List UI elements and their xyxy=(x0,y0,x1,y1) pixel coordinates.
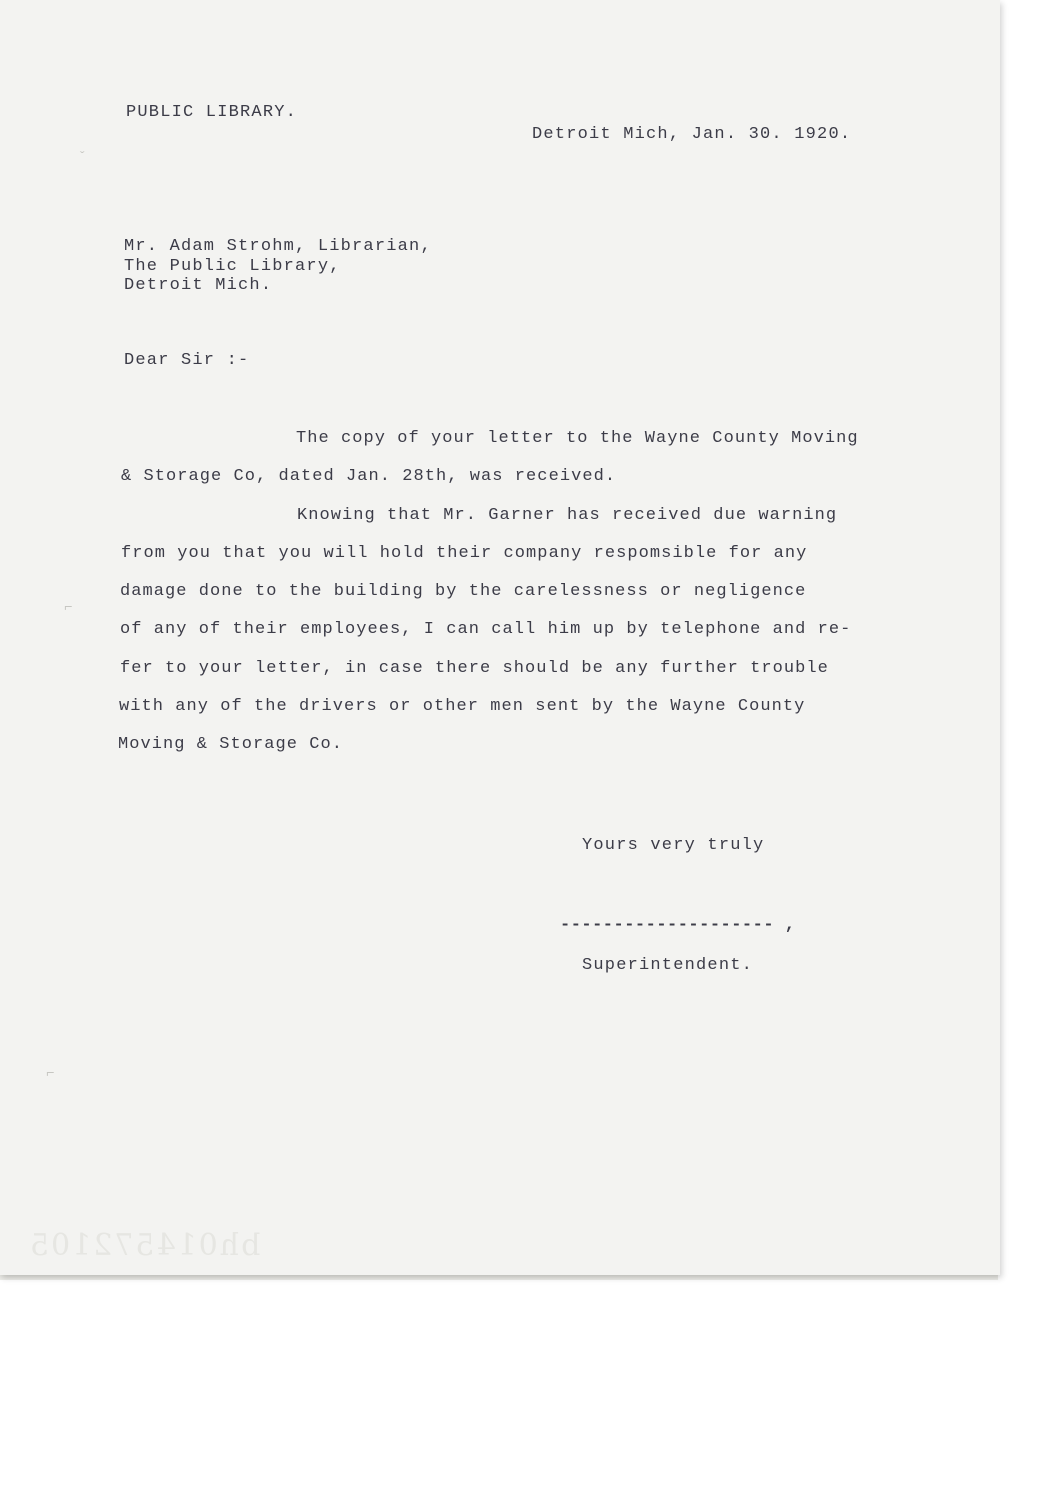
body-line-6: of any of their employees, I can call him up by telephone and re- xyxy=(120,620,852,639)
signature-line: -------------------- , xyxy=(560,916,796,935)
salutation: Dear Sir :- xyxy=(124,351,250,370)
body-line-2: & Storage Co, dated Jan. 28th, was received. xyxy=(121,467,617,486)
accession-stamp: bh014572105 xyxy=(28,1228,261,1263)
body-line-8: with any of the drivers or other men sent by the Wayne County xyxy=(119,697,806,716)
body-line-1: The copy of your letter to the Wayne County Moving xyxy=(296,429,859,448)
letterhead: PUBLIC LIBRARY. xyxy=(126,103,298,122)
address-line-2: The Public Library, xyxy=(124,257,341,276)
body-line-7: fer to your letter, in case there should be any further trouble xyxy=(120,659,829,678)
body-line-3: Knowing that Mr. Garner has received due warning xyxy=(297,506,838,525)
punch-mark-top: ˇ xyxy=(78,150,87,166)
address-line-1: Mr. Adam Strohm, Librarian, xyxy=(124,237,432,256)
dateline: Detroit Mich, Jan. 30. 1920. xyxy=(532,125,852,144)
address-line-3: Detroit Mich. xyxy=(124,276,273,295)
body-line-5: damage done to the building by the carelessness or negligence xyxy=(120,582,807,601)
body-line-9: Moving & Storage Co. xyxy=(118,735,344,754)
closing: Yours very truly xyxy=(582,836,765,855)
punch-mark-middle: ⌐ xyxy=(64,600,73,616)
punch-mark-bottom: ⌐ xyxy=(46,1066,55,1082)
signer-title: Superintendent. xyxy=(582,956,754,975)
body-line-4: from you that you will hold their company respomsible for any xyxy=(121,544,808,563)
